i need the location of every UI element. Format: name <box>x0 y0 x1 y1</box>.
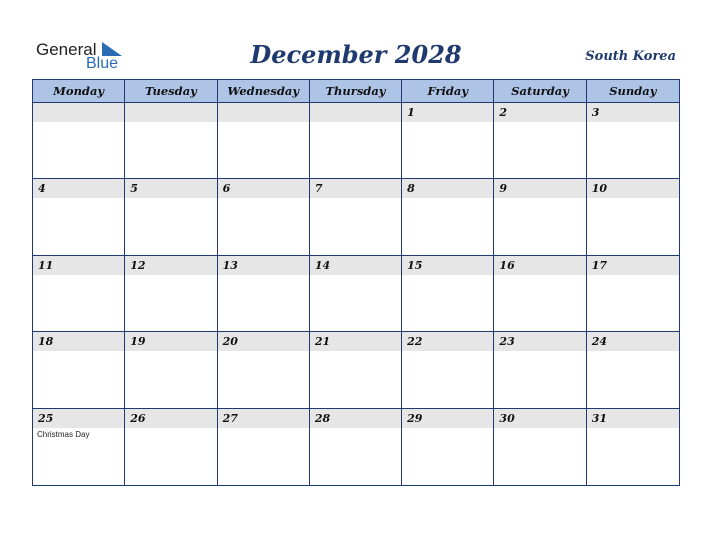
day-number-band <box>310 332 401 351</box>
logo-triangle-icon <box>102 42 122 56</box>
day-cell <box>402 179 494 255</box>
logo-general-text: General <box>36 40 97 59</box>
day-number: 4 <box>38 182 46 196</box>
day-number-band <box>218 409 309 428</box>
day-number-band <box>494 332 585 351</box>
day-number: 6 <box>222 182 231 196</box>
day-number: 27 <box>222 411 238 425</box>
day-number: 15 <box>407 258 423 272</box>
day-number-band <box>587 332 679 351</box>
holiday-label: Christmas Day <box>37 429 90 439</box>
weekday-header: Tuesday <box>125 80 217 103</box>
day-cell <box>33 256 125 332</box>
day-number: 21 <box>314 335 331 349</box>
day-cell <box>587 256 679 332</box>
day-cell <box>218 332 310 408</box>
day-number: 9 <box>499 182 508 196</box>
day-number: 24 <box>591 335 608 349</box>
weekday-header: Saturday <box>494 80 586 103</box>
day-number: 31 <box>591 411 608 425</box>
day-cell <box>218 103 310 179</box>
day-number: 11 <box>38 258 54 272</box>
day-number: 19 <box>130 335 146 349</box>
day-cell <box>33 332 125 408</box>
country-label: South Korea <box>585 49 676 64</box>
day-cell <box>33 409 125 485</box>
day-number: 10 <box>591 182 608 196</box>
day-number-band <box>310 103 401 122</box>
day-number: 28 <box>314 411 331 425</box>
day-cell <box>494 409 586 485</box>
weekday-header: Monday <box>33 80 125 103</box>
day-number-band <box>402 256 493 275</box>
day-cell <box>494 332 586 408</box>
day-number: 1 <box>407 106 415 119</box>
day-cell <box>125 256 217 332</box>
day-number-band <box>125 103 216 122</box>
day-number-band <box>587 409 679 428</box>
day-cell <box>587 179 679 255</box>
day-cell <box>125 409 217 485</box>
day-number: 7 <box>314 182 323 196</box>
day-cell <box>402 332 494 408</box>
day-number: 29 <box>407 411 423 425</box>
day-cell <box>33 103 125 179</box>
day-cell <box>587 103 679 179</box>
day-number-band <box>33 103 124 122</box>
day-number-band <box>310 256 401 275</box>
day-cell <box>402 256 494 332</box>
day-number-band <box>494 179 585 198</box>
day-number: 23 <box>499 335 515 349</box>
day-number: 5 <box>130 182 138 196</box>
day-cell <box>587 332 679 408</box>
day-number-band <box>125 179 216 198</box>
day-number-band <box>402 409 493 428</box>
day-number-band <box>494 409 585 428</box>
weekday-header: Sunday <box>587 80 679 103</box>
day-number-band <box>310 409 401 428</box>
day-number-band <box>218 179 309 198</box>
calendar-grid <box>32 79 680 486</box>
day-number-band <box>402 332 493 351</box>
day-number-band <box>402 179 493 198</box>
day-number: 18 <box>38 335 54 349</box>
day-number-band <box>310 179 401 198</box>
day-cell <box>125 179 217 255</box>
day-number: 22 <box>407 335 423 349</box>
day-number-band <box>587 179 679 198</box>
generalblue-logo <box>36 40 126 76</box>
day-cell <box>402 103 494 179</box>
day-cell <box>310 103 402 179</box>
day-number-band <box>33 179 124 198</box>
day-cell <box>494 103 586 179</box>
day-cell <box>494 256 586 332</box>
day-number: 17 <box>591 258 608 272</box>
day-number: 14 <box>314 258 331 272</box>
day-cell <box>494 179 586 255</box>
day-number-band <box>33 332 124 351</box>
day-number-band <box>494 256 585 275</box>
weekday-header: Wednesday <box>218 80 310 103</box>
day-cell <box>218 256 310 332</box>
day-number: 8 <box>407 182 415 196</box>
day-number: 26 <box>130 411 146 425</box>
day-number-band <box>125 409 216 428</box>
day-cell <box>310 179 402 255</box>
day-cell <box>33 179 125 255</box>
day-number-band <box>33 256 124 275</box>
day-number: 2 <box>499 106 508 119</box>
day-number: 12 <box>130 258 146 272</box>
day-cell <box>402 409 494 485</box>
day-number-band <box>125 332 216 351</box>
day-cell <box>587 409 679 485</box>
day-number: 3 <box>591 106 600 119</box>
logo-blue-text: Blue <box>86 55 119 72</box>
day-number-band <box>125 256 216 275</box>
day-cell <box>125 332 217 408</box>
day-number: 30 <box>499 411 515 425</box>
day-number: 13 <box>222 258 238 272</box>
day-number-band <box>494 103 585 122</box>
day-number: 16 <box>499 258 515 272</box>
day-number-band <box>218 103 309 122</box>
day-cell <box>310 409 402 485</box>
day-cell <box>218 409 310 485</box>
day-number-band <box>218 332 309 351</box>
day-cell <box>310 256 402 332</box>
day-number-band <box>218 256 309 275</box>
weekday-header: Friday <box>402 80 494 103</box>
calendar-title: December 2028 <box>250 40 462 69</box>
day-number-band <box>33 409 124 428</box>
day-number-band <box>587 103 679 122</box>
day-cell <box>218 179 310 255</box>
day-number-band <box>587 256 679 275</box>
day-number: 20 <box>222 335 238 349</box>
day-number-band <box>402 103 493 122</box>
weekday-header: Thursday <box>310 80 402 103</box>
day-cell <box>125 103 217 179</box>
day-cell <box>310 332 402 408</box>
day-number: 25 <box>38 411 54 425</box>
